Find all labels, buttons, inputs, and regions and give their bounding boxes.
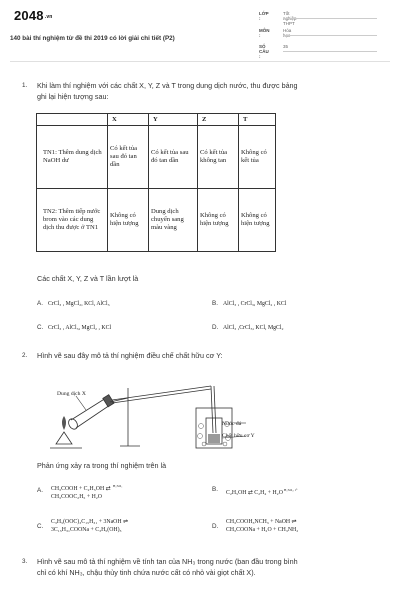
table-header-t: T: [239, 114, 276, 126]
table-cell: Không có hiện tượng: [198, 189, 239, 252]
observation-table: [36, 113, 276, 252]
q2-option-c[interactable]: C. C₃H₅(OOC)₃C₁₅H₃₁ + 3NaOH ⇌ 3C₁₅H₃₁COONa + C₃H₅(OH)₃: [37, 519, 128, 533]
question-3-text: Hình vẽ sau mô tả thí nghiệm về tính tan của NH₃ trong nước (ban đầu trong bình chỉ có khí NH₃, chậu thủy tinh chứa nước cất có nhỏ vài giọt chất X).: [37, 557, 298, 577]
table-cell: Có kết tủa không tan: [198, 126, 239, 189]
table-header-y: Y: [149, 114, 198, 126]
table-cell: Không có hiện tượng: [239, 189, 276, 252]
label-ice-water: Nước đá: [222, 421, 242, 427]
header-divider: [10, 61, 390, 62]
document-title: 140 bài thí nghiệm từ đề thi 2019 có lời giải chi tiết (P2): [10, 35, 175, 42]
site-logo[interactable]: 2048.vn: [14, 8, 53, 23]
table-cell: Có kết tủa sau đó tan dần: [108, 126, 149, 189]
table-header-z: Z: [198, 114, 239, 126]
label-organic-product: Chất hữu cơ Y: [222, 433, 255, 439]
table-cell: TN1: Thêm dung dịch NaOH dư: [37, 126, 108, 189]
question-3-number: 3.: [22, 558, 28, 565]
table-cell: Dung dịch chuyển sang màu vàng: [149, 189, 198, 252]
q2-option-d[interactable]: D. CH₃COOH₃NCH₃ + NaOH ⇌ CH₃COONa + H₂O + CH₃NH₂: [212, 519, 299, 533]
label-solution-x: Dung dịch X: [57, 391, 86, 397]
table-row: [37, 189, 276, 252]
table-header-corner: [37, 114, 108, 126]
table-row: [37, 126, 276, 189]
table-cell: Không có kết tủa: [239, 126, 276, 189]
question-1-text: Khi làm thí nghiệm với các chất X, Y, Z và T trong dung dịch nước, thu được bảng ghi lại hiện tượng sau:: [37, 81, 298, 101]
question-2-prompt: Phản ứng xảy ra trong thí nghiệm trên là: [37, 461, 167, 470]
question-1-number: 1.: [22, 82, 28, 89]
question-2-text: Hình vẽ sau đây mô tả thí nghiệm điều chế chất hữu cơ Y:: [37, 351, 223, 360]
table-cell: Có kết tủa sau đó tan dần: [149, 126, 198, 189]
table-cell: TN2: Thêm tiếp nước brom vào các dung dịch thu được ở TN1: [37, 189, 108, 252]
apparatus-figure: [36, 378, 276, 458]
q2-option-a[interactable]: A. CH₃COOH + C₂H₅OH ⇄ $^{H_2SO_4}$ CH₃COOC₂H₅ + H₂O: [37, 484, 123, 500]
question-2-number: 2.: [22, 352, 28, 359]
question-1-prompt: Các chất X, Y, Z và T lần lượt là: [37, 274, 139, 283]
table-header-x: X: [108, 114, 149, 126]
table-cell: Không có hiện tượng: [108, 189, 149, 252]
